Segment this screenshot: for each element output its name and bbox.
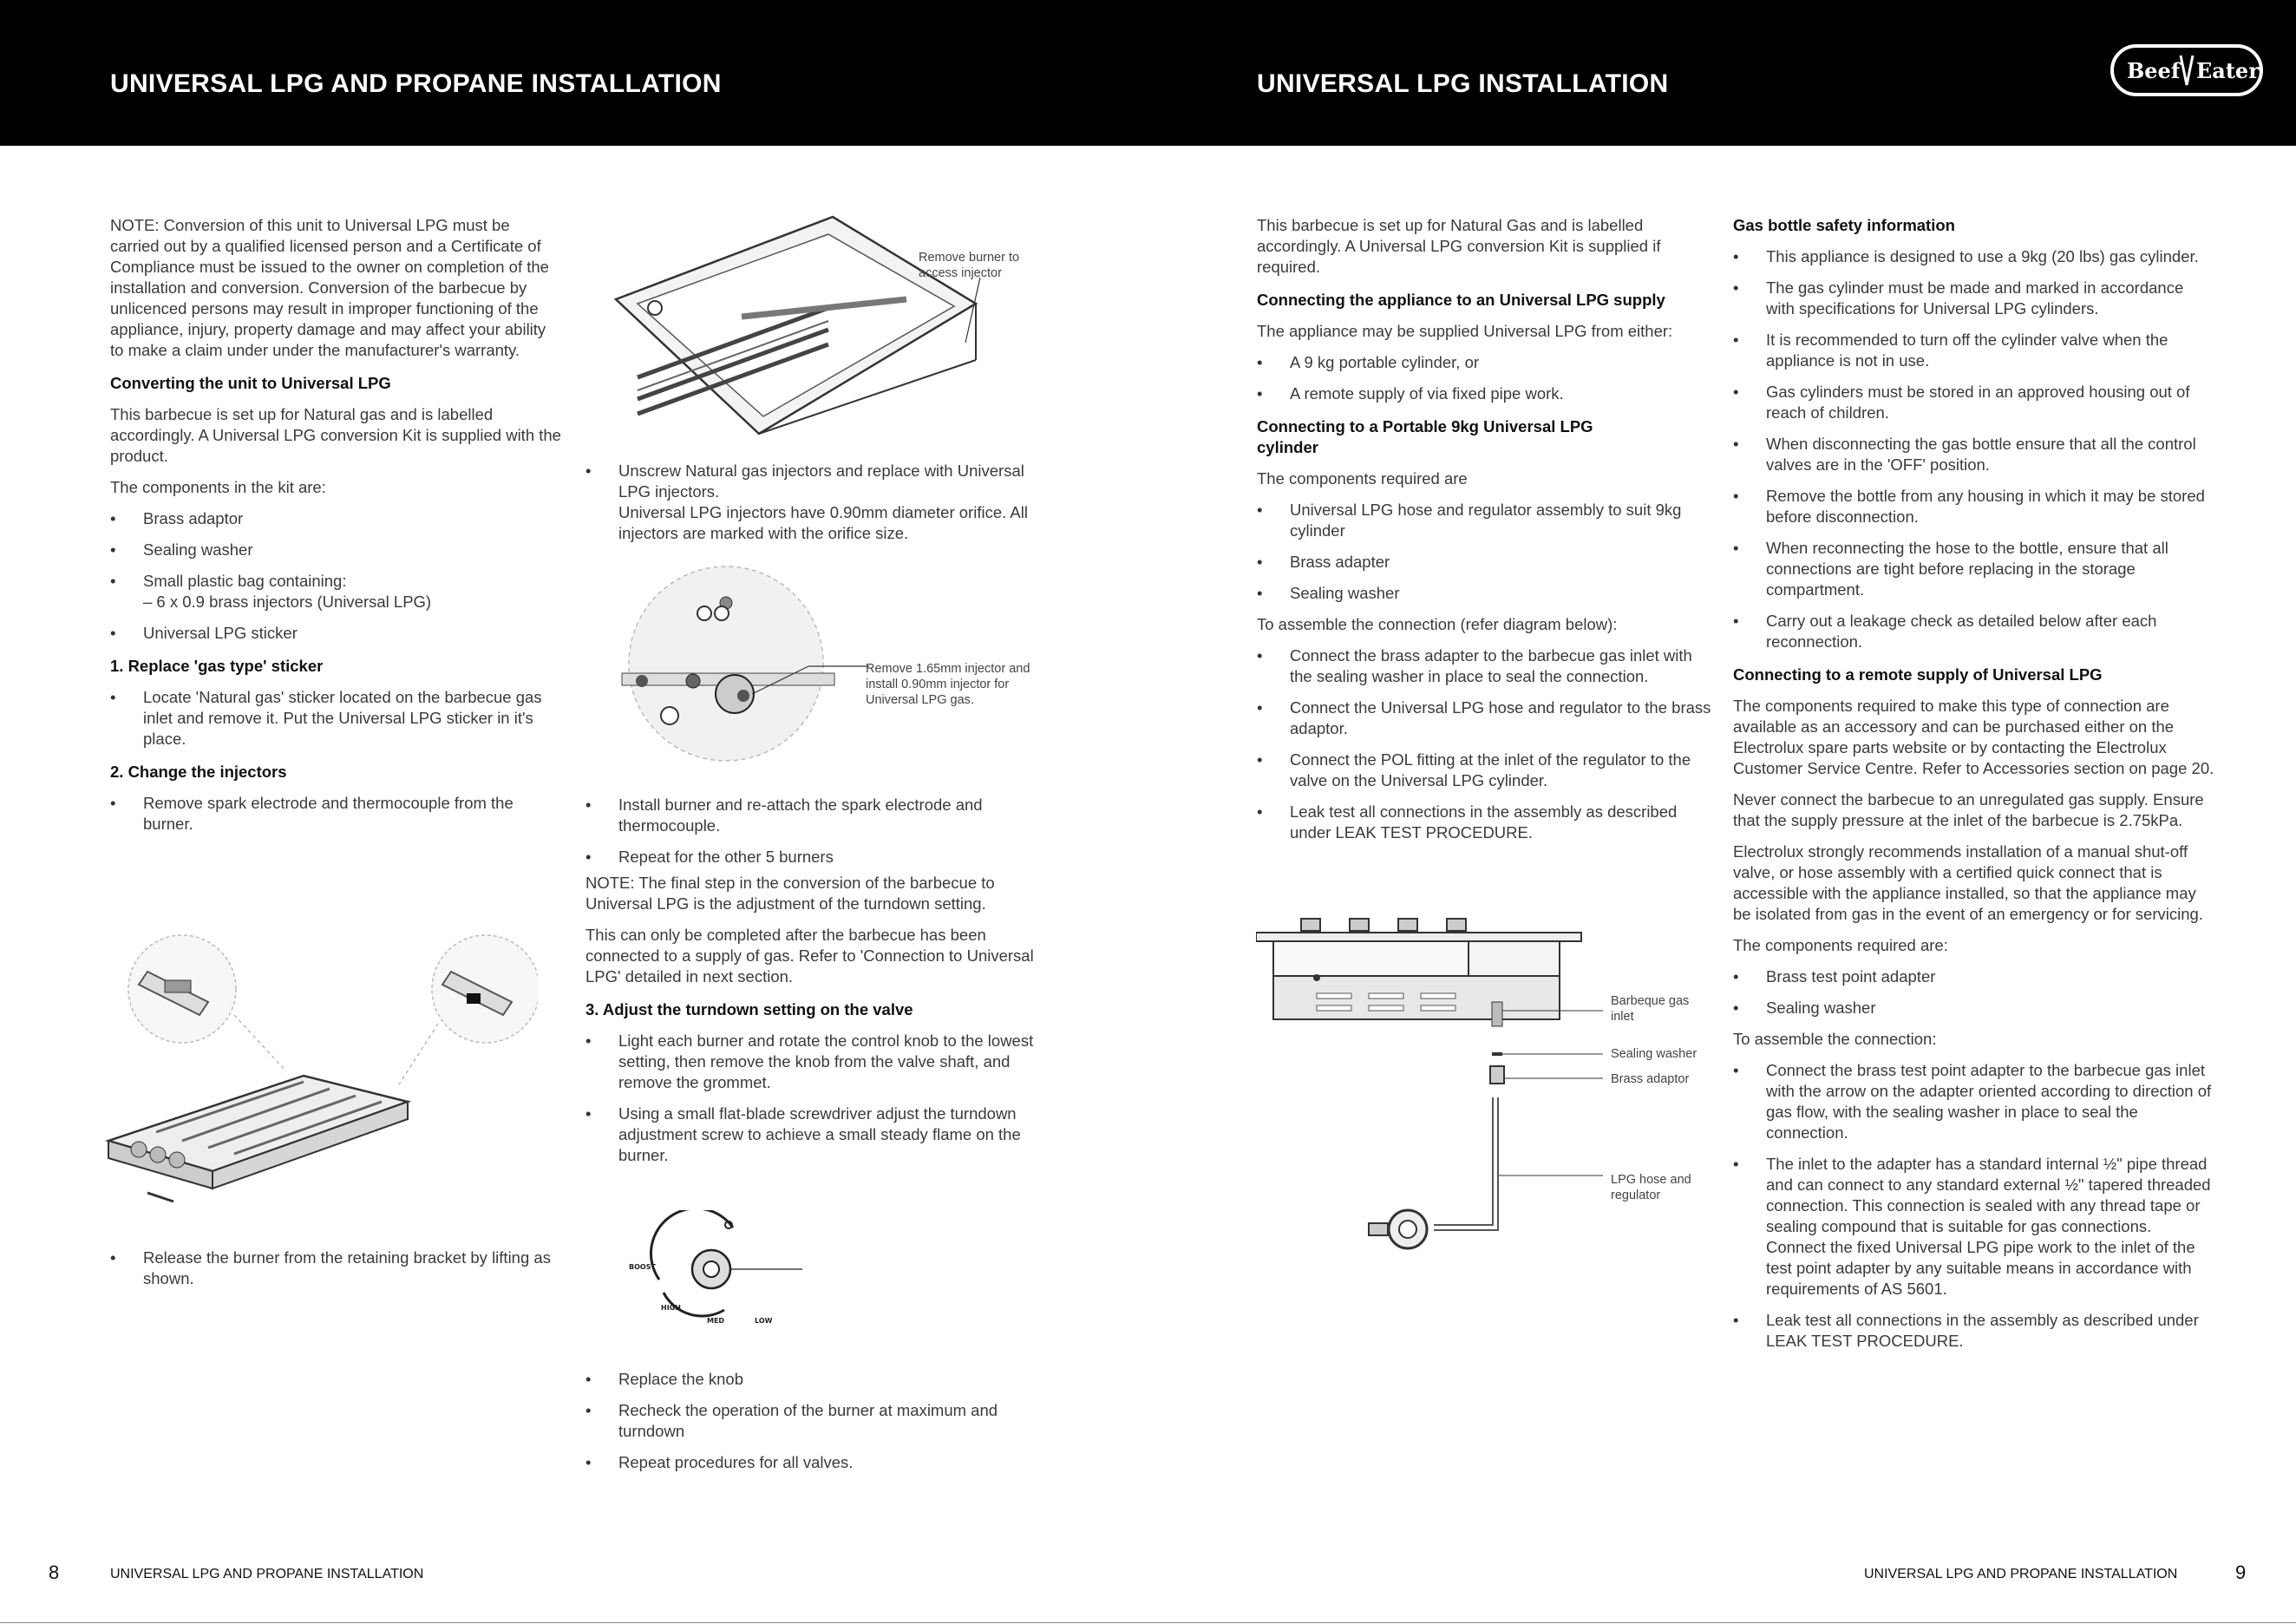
unscrew-list [585, 461, 1045, 544]
control-knob-diagram [625, 1210, 815, 1332]
replace-injector-label: Remove 1.65mm injector and install 0.90mm injector for Universal LPG gas. [866, 662, 1030, 707]
list-item: • Replace the knob [585, 1369, 1045, 1390]
list-item: • Using a small flat-blade screwdriver adjust the turndown adjustment screw to achieve a small steady flame on the burner. [585, 1103, 1045, 1166]
list-item: • This appliance is designed to use a 9kg (20 lbs) gas cylinder. [1733, 246, 2214, 267]
final-list [585, 1369, 1045, 1473]
supplied-paragraph: The appliance may be supplied Universal LPG from either: [1257, 322, 1673, 340]
list-item: • When disconnecting the gas bottle ensure that all the control valves are in the 'OFF' position. [1733, 434, 2214, 475]
required-paragraph: The components required are: [1733, 936, 1948, 954]
list-item: • When reconnecting the hose to the bottle, ensure that all connections are tight before replacing in the storage compartment. [1733, 538, 2214, 600]
beefeater-logo [2110, 43, 2264, 97]
heading-converting: Converting the unit to Universal LPG [110, 374, 391, 392]
list-item: • Sealing washer [110, 540, 561, 560]
setup-paragraph: This barbecue is set up for Natural Gas and is labelled accordingly. A Universal LPG conversion Kit is supplied if required. [1257, 216, 1661, 276]
list-subitem: – 6 x 0.9 brass injectors (Universal LPG) [143, 593, 432, 611]
turndown-list [585, 1031, 1045, 1166]
safety-list [1733, 246, 2214, 652]
right-page-number: 9 [2235, 1562, 2247, 1583]
list-item [110, 571, 561, 612]
heading-portable: Connecting to a Portable 9kg Universal LPG cylinder [1257, 417, 1593, 456]
list-item: • Sealing washer [1733, 998, 2214, 1018]
install-list [585, 795, 1045, 868]
components-intro: The components in the kit are: [110, 478, 326, 496]
list-item [585, 461, 1045, 544]
heading-remote: Connecting to a remote supply of Universal LPG [1733, 665, 2103, 684]
heading-sticker: 1. Replace 'gas type' sticker [110, 657, 324, 675]
med-label: MED [707, 1317, 725, 1325]
heading-connecting: Connecting the appliance to an Universal LPG supply [1257, 291, 1665, 309]
high-label: HIGH [661, 1304, 681, 1312]
sticker-list [110, 687, 561, 750]
injectors-list [110, 793, 561, 835]
column-2-middle [585, 795, 1045, 1176]
list-item: • Remove spark electrode and thermocouple from the burner. [110, 793, 561, 835]
bottom-rule [0, 1622, 2296, 1623]
column-1 [110, 215, 561, 845]
heading-injectors: 2. Change the injectors [110, 763, 287, 781]
list-item: • Install burner and re-attach the spark electrode and thermocouple. [585, 795, 1045, 836]
list-item: • A 9 kg portable cylinder, or [1257, 352, 1717, 373]
heading-turndown: 3. Adjust the turndown setting on the valve [585, 1000, 913, 1018]
required-list [1257, 500, 1717, 604]
remote-paragraph-3: Electrolux strongly recommends installation of a manual shut-off valve, or hose assembly with a certified quick connect that is accessible with the appliance installed, so that the appliance may be isolated from gas in the event of an emergency or for servicing. [1733, 842, 2203, 923]
list-item: • Brass adaptor [110, 508, 561, 529]
list-item: • Repeat procedures for all valves. [585, 1452, 1045, 1473]
column-3 [1257, 215, 1717, 854]
right-footer-text: UNIVERSAL LPG AND PROPANE INSTALLATION [1864, 1567, 2178, 1581]
list-item: • Brass test point adapter [1733, 966, 2214, 987]
left-page-title: UNIVERSAL LPG AND PROPANE INSTALLATION [110, 69, 722, 98]
burner-removal-figure [104, 933, 538, 1219]
list-item: • A remote supply of via fixed pipe work. [1257, 383, 1717, 404]
list-item: • Brass adapter [1257, 552, 1717, 573]
setup-paragraph: This barbecue is set up for Natural gas and is labelled accordingly. A Universal LPG conversion Kit is supplied with the product. [110, 405, 561, 465]
left-page-number: 8 [49, 1562, 60, 1583]
list-item-extra: Universal LPG injectors have 0.90mm diameter orifice. All injectors are marked with the orifice size. [618, 503, 1028, 542]
low-label: LOW [755, 1317, 773, 1325]
brass-adaptor-label: Brass adaptor [1611, 1072, 1690, 1086]
remote-paragraph-2: Never connect the barbecue to an unregulated gas supply. Ensure that the supply pressure at the inlet of the barbecue is 2.75kPa. [1733, 790, 2204, 829]
list-item: • Universal LPG sticker [110, 623, 561, 644]
completed-paragraph: This can only be completed after the barbecue has been connected to a supply of gas. Refer to 'Connection to Universal LPG' detailed in next section. [585, 926, 1034, 986]
right-page-title: UNIVERSAL LPG INSTALLATION [1257, 69, 1669, 98]
remote-required-list [1733, 966, 2214, 1018]
svg-text:Eater: Eater [2196, 58, 2260, 83]
list-item: • The gas cylinder must be made and marked in accordance with specifications for Universal LPG cylinders. [1733, 278, 2214, 319]
list-item: • Release the burner from the retaining bracket by lifting as shown. [110, 1247, 561, 1289]
list-item: • Connect the brass adapter to the barbecue gas inlet with the sealing washer in place to seal the connection. [1257, 645, 1717, 687]
final-step-note: NOTE: The final step in the conversion of the barbecue to Universal LPG is the adjustment of the turndown setting. [585, 874, 995, 913]
remove-burner-label: Remove burner to access injector [919, 251, 1020, 280]
list-item: • Universal LPG hose and regulator assembly to suit 9kg cylinder [1257, 500, 1717, 541]
column-4 [1733, 215, 2214, 1362]
lpg-connection-diagram [1256, 915, 1620, 1262]
assemble-paragraph: To assemble the connection: [1733, 1030, 1937, 1048]
list-item-text: Unscrew Natural gas injectors and replace with Universal LPG injectors. [618, 462, 1024, 501]
assemble-paragraph: To assemble the connection (refer diagram below): [1257, 615, 1618, 633]
column-2-lower [585, 1369, 1045, 1483]
list-item: • Connect the Universal LPG hose and regulator to the brass adaptor. [1257, 697, 1717, 739]
column-2-upper [585, 461, 1045, 554]
required-paragraph: The components required are [1257, 469, 1468, 488]
list-item: • It is recommended to turn off the cylinder valve when the appliance is not in use. [1733, 330, 2214, 371]
list-item: • Connect the POL fitting at the inlet of the regulator to the valve on the Universal LPG cylinder. [1257, 750, 1717, 791]
conversion-note: NOTE: Conversion of this unit to Universal LPG must be carried out by a qualified licensed person and a Certificate of Compliance must be issued to the owner on completion of the installation and conversion. Conversion of the barbecue by unlicenced persons may result in improper functioning of the appliance, injury, property damage and may affect your ability to make a claim under under the manufacturer's warranty. [110, 216, 549, 359]
list-item: • Recheck the operation of the burner at maximum and turndown [585, 1400, 1045, 1442]
left-footer-text: UNIVERSAL LPG AND PROPANE INSTALLATION [110, 1567, 424, 1581]
list-item: • Leak test all connections in the assembly as described under LEAK TEST PROCEDURE. [1257, 802, 1717, 843]
kit-list [110, 508, 561, 644]
heading-safety: Gas bottle safety information [1733, 216, 1955, 234]
release-list [110, 1247, 561, 1289]
list-item: • Sealing washer [1257, 583, 1717, 604]
boost-label: BOOST [629, 1263, 656, 1271]
list-item: • Remove the bottle from any housing in which it may be stored before disconnection. [1733, 486, 2214, 527]
list-item: • Gas cylinders must be stored in an approved housing out of reach of children. [1733, 382, 2214, 423]
list-item: • Connect the brass test point adapter to the barbecue gas inlet with the arrow on the adapter oriented according to direction of gas flow, with the sealing washer in place to seal the connection. [1733, 1060, 2214, 1143]
list-item: • Light each burner and rotate the control knob to the lowest setting, then remove the knob from the valve shaft, and remove the grommet. [585, 1031, 1045, 1093]
gas-inlet-label: Barbeque gas inlet [1611, 994, 1690, 1024]
sealing-washer-label: Sealing washer [1611, 1047, 1697, 1061]
supply-list [1257, 352, 1717, 404]
svg-text:Beef: Beef [2127, 58, 2181, 83]
list-item-text: Small plastic bag containing: [143, 572, 347, 590]
burner-tray-figure [612, 213, 984, 447]
assemble-list [1257, 645, 1717, 843]
injector-closeup-figure [618, 564, 878, 768]
remote-paragraph-1: The components required to make this type of connection are available as an accessory and can be purchased either on the Electrolux spare parts website or by contacting the Electrolux Customer Service Centre. Refer to Accessories section on page 20. [1733, 697, 2214, 777]
remote-assemble-list [1733, 1060, 2214, 1352]
list-item: • Carry out a leakage check as detailed below after each reconnection. [1733, 611, 2214, 652]
lpg-hose-label: LPG hose and regulator [1611, 1173, 1691, 1202]
list-item: • Leak test all connections in the assembly as described under LEAK TEST PROCEDURE. [1733, 1310, 2214, 1352]
list-item: • Repeat for the other 5 burners [585, 847, 1045, 868]
list-item: • The inlet to the adapter has a standard internal ½" pipe thread and can connect to any standard external ½" tapered threaded connection. This connection is sealed with any thread tape or sealing compound that is suitable for gas connections. Connect the fixed Universal LPG pipe work to the inlet of the test point adapter by any suitable means in accordance with requirements of AS 5601. [1733, 1154, 2214, 1300]
list-item: • Locate 'Natural gas' sticker located on the barbecue gas inlet and remove it. Put the Universal LPG sticker in it's place. [110, 687, 561, 750]
release-section [110, 1247, 561, 1300]
